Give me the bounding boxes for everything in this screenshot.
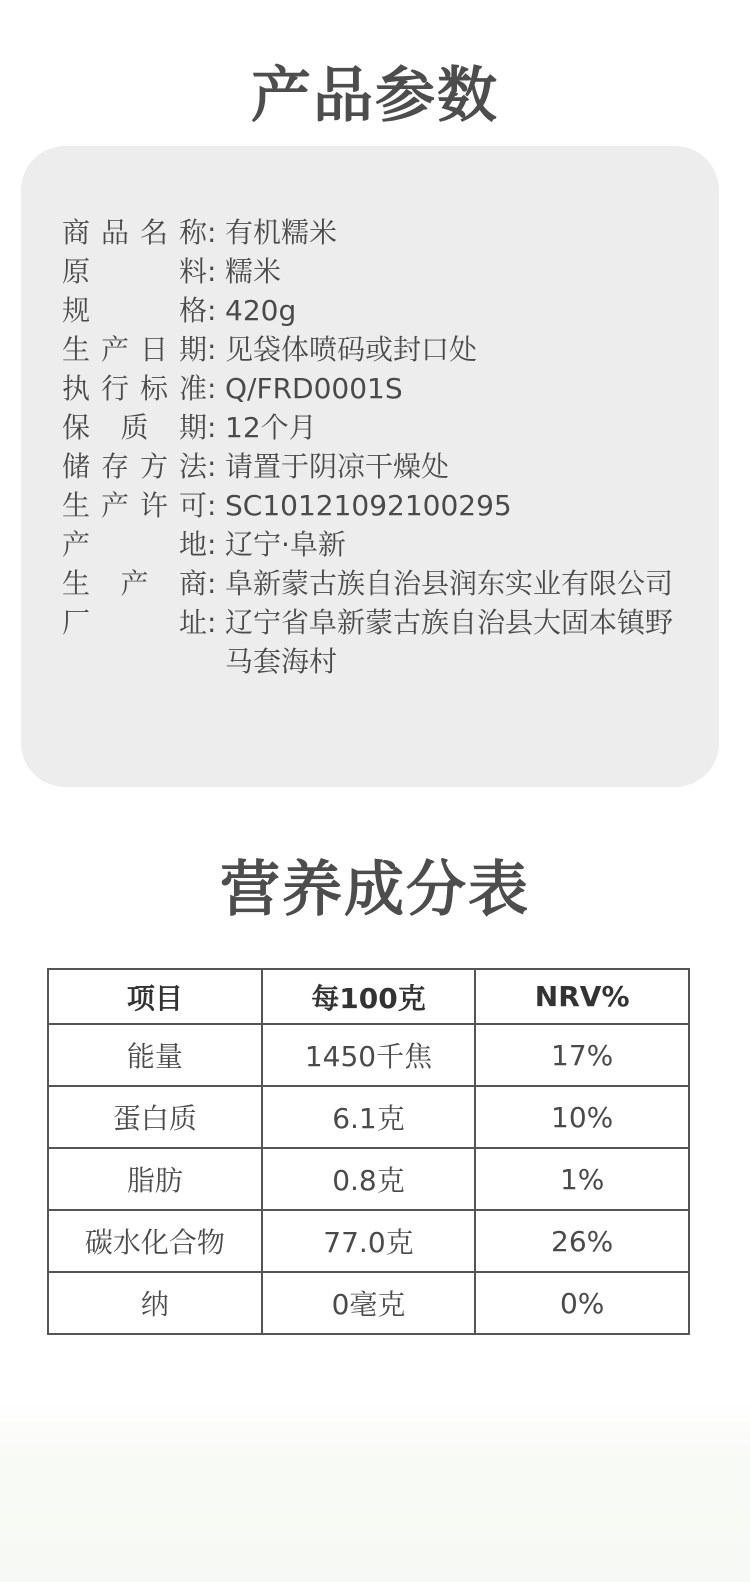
nutrient-amount: 0毫克 <box>262 1272 476 1334</box>
param-label: 商品名称 <box>62 216 207 249</box>
param-row-manufacturer: 生产商 : 阜新蒙古族自治县润东实业有限公司 <box>62 564 700 603</box>
product-params-list <box>62 213 700 681</box>
nutrient-nrv: 10% <box>475 1086 689 1148</box>
nutrition-title: 营养成分表 <box>220 855 530 925</box>
table-row <box>48 1272 689 1334</box>
param-label: 生产日期 <box>62 333 207 366</box>
param-label: 执行标准 <box>62 372 207 405</box>
table-row <box>48 1024 689 1086</box>
param-label: 保质期 <box>62 411 207 444</box>
param-row-shelf-life: 保质期 : 12个月 <box>62 408 700 447</box>
nutrient-name: 纳 <box>48 1272 262 1334</box>
param-label: 生产商 <box>62 567 207 600</box>
param-row-ingredients: 原料 : 糯米 <box>62 252 700 291</box>
nutrient-name: 能量 <box>48 1024 262 1086</box>
nutrient-name: 脂肪 <box>48 1148 262 1210</box>
param-value: 有机糯米 <box>225 216 338 249</box>
param-label: 厂址 <box>62 606 207 639</box>
param-row-spec: 规格 : 420g <box>62 291 700 330</box>
nutrient-amount: 0.8克 <box>262 1148 476 1210</box>
param-label: 生产许可 <box>62 489 207 522</box>
param-row-standard: 执行标准 : Q/FRD0001S <box>62 369 700 408</box>
nutrient-nrv: 0% <box>475 1272 689 1334</box>
param-value: 阜新蒙古族自治县润东实业有限公司 <box>225 567 674 600</box>
nutrient-amount: 6.1克 <box>262 1086 476 1148</box>
param-value: Q/FRD0001S <box>225 372 403 405</box>
nutrient-nrv: 17% <box>475 1024 689 1086</box>
param-row-name: 商品名称 : 有机糯米 <box>62 213 700 252</box>
nutrition-table <box>47 968 690 1335</box>
param-value: 12个月 <box>225 411 317 444</box>
param-value: 请置于阴凉干燥处 <box>225 450 450 483</box>
nutrient-name: 蛋白质 <box>48 1086 262 1148</box>
header-nrv: NRV% <box>475 969 689 1024</box>
param-row-address: 厂址 : 辽宁省阜新蒙古族自治县大固本镇野马套海村 <box>62 603 700 681</box>
table-row <box>48 1210 689 1272</box>
param-row-origin: 产地 : 辽宁·阜新 <box>62 525 700 564</box>
table-row <box>48 1086 689 1148</box>
nutrient-nrv: 1% <box>475 1148 689 1210</box>
param-label: 产地 <box>62 528 207 561</box>
nutrient-nrv: 26% <box>475 1210 689 1272</box>
nutrient-name: 碳水化合物 <box>48 1210 262 1272</box>
param-value: 糯米 <box>225 255 282 288</box>
param-label: 规格 <box>62 294 207 327</box>
header-per-100g: 每100克 <box>262 969 476 1024</box>
param-value: 420g <box>225 294 297 327</box>
param-value: 见袋体喷码或封口处 <box>225 333 478 366</box>
param-label: 储存方法 <box>62 450 207 483</box>
param-value: SC10121092100295 <box>225 489 512 522</box>
table-header-row <box>48 969 689 1024</box>
param-row-production-date: 生产日期 : 见袋体喷码或封口处 <box>62 330 700 369</box>
nutrient-amount: 1450千焦 <box>262 1024 476 1086</box>
table-row <box>48 1148 689 1210</box>
product-params-title: 产品参数 <box>251 61 499 131</box>
header-item: 项目 <box>48 969 262 1024</box>
nutrient-amount: 77.0克 <box>262 1210 476 1272</box>
param-row-storage: 储存方法 : 请置于阴凉干燥处 <box>62 447 700 486</box>
bottom-background <box>0 1400 750 1582</box>
param-row-license: 生产许可 : SC10121092100295 <box>62 486 700 525</box>
param-label: 原料 <box>62 255 207 288</box>
param-value: 辽宁省阜新蒙古族自治县大固本镇野马套海村 <box>225 606 674 678</box>
product-params-card <box>21 146 719 787</box>
param-value: 辽宁·阜新 <box>225 528 346 561</box>
